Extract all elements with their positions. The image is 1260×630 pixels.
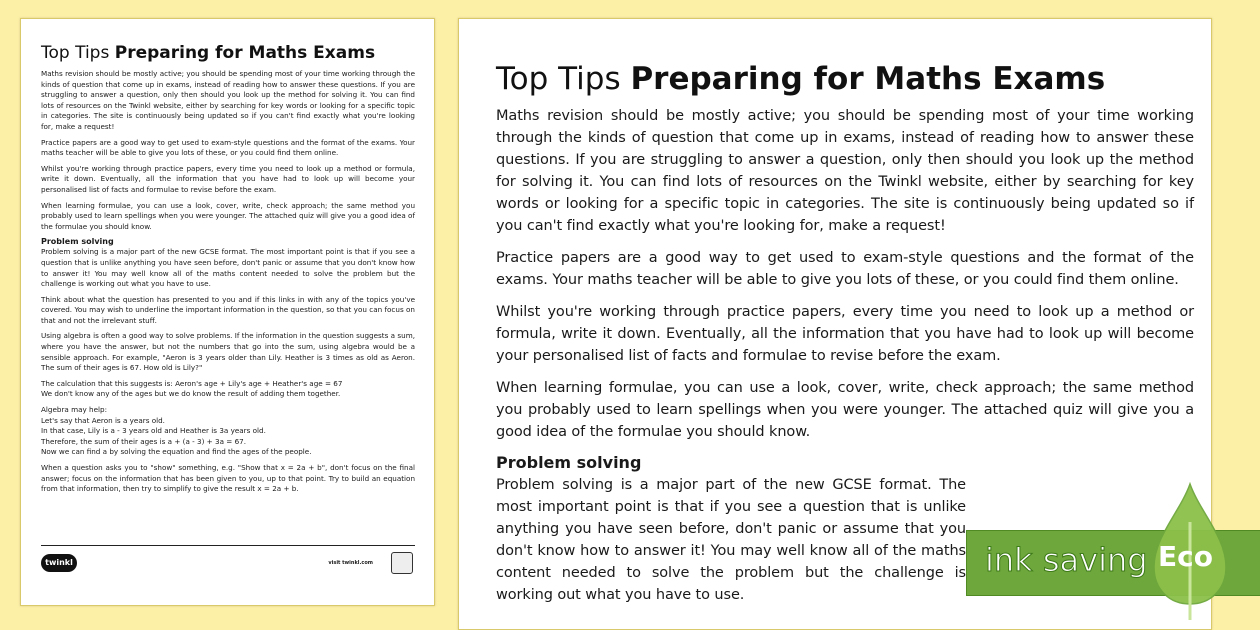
paragraph: Whilst you're working through practice papers, every time you need to look up a method or formula, write it down. Eventually, all the information that you have had to look up will become your personalised list of facts and formulae to revise before the exam.: [496, 304, 1194, 364]
paragraph: Think about what the question has presented to you and if this links in with any of the topics you've covered. You may wish to underline the important information in the question, so that you can focus on that and not the irrelevant stuff.: [41, 294, 415, 325]
section-heading: Problem solving: [496, 453, 642, 472]
paragraph: Whilst you're working through practice papers, every time you need to look up a method or formula, write it down. Eventually, all the information that you have had to look up will become your personalised list of facts and formulae to revise before the exam.: [41, 163, 415, 194]
page-thumbnail[interactable]: [20, 18, 435, 606]
paragraph: Practice papers are a good way to get used to exam-style questions and the format of the exams. Your maths teacher will be able to give you lots of these, or you could find them online.: [41, 137, 415, 158]
visit-link: visit twinkl.com: [328, 560, 373, 566]
paragraph: Algebra may help: Let's say that Aeron is a years old. In that case, Lily is a - 3 years old and Heather is 3a years old. Therefore, the sum of their ages is a + (a - 3) + 3a = 67. Now we can find a by solving the equation and find the ages of the people.: [41, 405, 312, 457]
section-heading: Problem solving: [41, 237, 114, 247]
page-footer: [41, 545, 415, 595]
paragraph: Problem solving is a major part of the new GCSE format. The most important point is that if you see a question that is unlike anything you have seen before, don't panic or assume that you don't know how to answer it! You may well know all of the maths content needed to solve the problem but the challenge is working out what you have to use.: [41, 247, 415, 289]
paragraph: When learning formulae, you can use a look, cover, write, check approach; the same method you probably used to learn spellings when you were younger. The attached quiz will give you a good idea of the formulae you should know.: [496, 380, 1194, 440]
ink-saving-label: ink saving: [985, 541, 1148, 579]
eco-label: Eco: [1158, 540, 1213, 573]
paragraph: Problem solving is a major part of the new GCSE format. The most important point is that if you see a question that is unlike anything you have seen before, don't panic or assume that you don't know how to answer it! You may well know all of the maths content needed to solve the problem but the challenge is working out what you have to use.: [496, 477, 966, 603]
paragraph: Using algebra is often a good way to solve problems. If the information in the question suggests a sum, where you have the answer, but not the numbers that go into the sum, using algebra would be a sensible approach. For example, "Aeron is 3 years older than Lily. Heather is 3 times as old as Aeron. The sum of their ages is 67. How old is Lily?": [41, 331, 415, 373]
paragraph: When learning formulae, you can use a look, cover, write, check approach; the same method you probably used to learn spellings when you were younger. The attached quiz will give you a good idea of the formulae you should know.: [41, 200, 415, 231]
paragraph: Practice papers are a good way to get used to exam-style questions and the format of the exams. Your maths teacher will be able to give you lots of these, or you could find them online.: [496, 250, 1194, 288]
twinkl-logo: twinkl: [41, 554, 77, 572]
badge-icon: [391, 552, 413, 574]
paragraph: When a question asks you to "show" something, e.g. "Show that x = 2a + b", don't focus on the final answer; focus on the information that has been given to you, up to that point. Try to build an equation from that information, then try to simplify to give the result x = 2a + b.: [41, 463, 415, 494]
document-title: Top Tips Preparing for Maths Exams: [41, 43, 376, 63]
document-title: Top Tips Preparing for Maths Exams: [496, 61, 1106, 97]
paragraph: Maths revision should be mostly active; you should be spending most of your time working through the kinds of question that come up in exams, instead of reading how to answer these questions. If you are struggling to answer a question, only then should you look up the method for solving it. You can find lots of resources on the Twinkl website, either by searching for key words or looking for a specific topic in categories. The site is continuously being updated so if you can't find exactly what you're looking for, make a request!: [496, 108, 1194, 234]
paragraph: Maths revision should be mostly active; you should be spending most of your time working through the kinds of question that come up in exams, instead of reading how to answer these questions. If you are struggling to answer a question, only then should you look up the method for solving it. You can find lots of resources on the Twinkl website, either by searching for key words or looking for a specific topic in categories. The site is continuously being updated so if you can't find exactly what you're looking for, make a request!: [41, 69, 415, 131]
paragraph: The calculation that this suggests is: Aeron's age + Lily's age + Heather's age = 67 We don't know any of the ages but we do know the result of adding them together.: [41, 378, 343, 399]
